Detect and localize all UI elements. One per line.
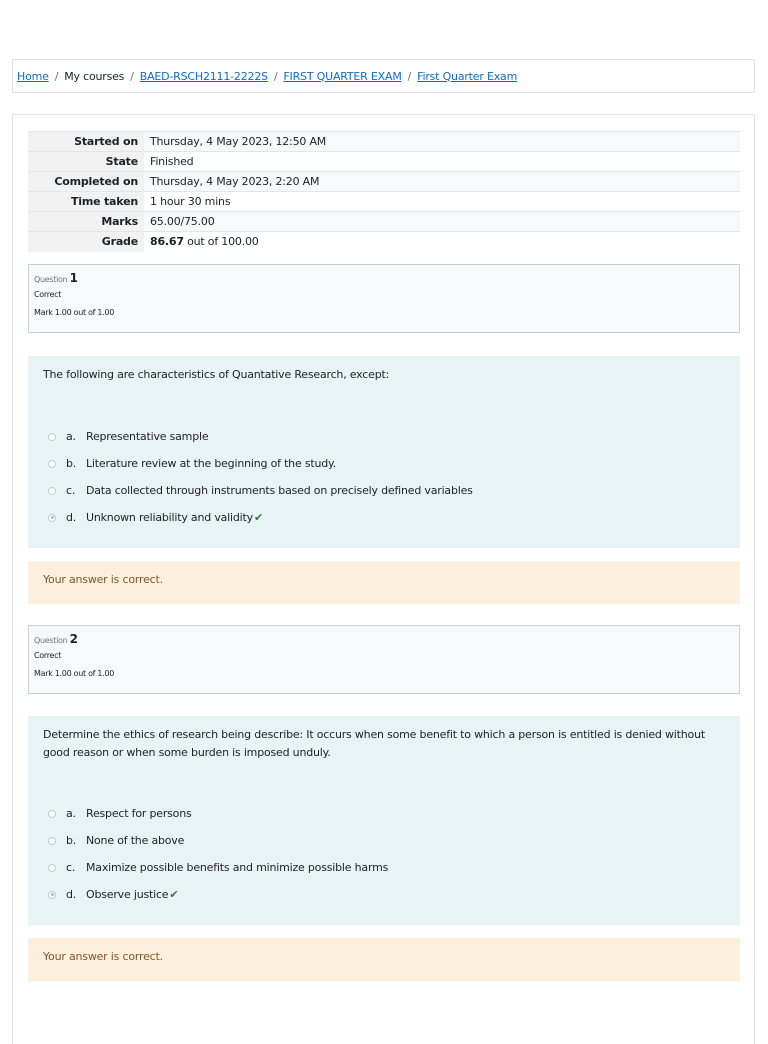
radio-button[interactable]	[48, 864, 56, 872]
breadcrumb-separator: /	[54, 69, 59, 83]
question-mark: Mark 1.00 out of 1.00	[34, 308, 115, 317]
answer-option-a[interactable]	[48, 800, 388, 827]
answer-text: Maximize possible benefits and minimize possible harms	[86, 861, 389, 874]
answer-option-a[interactable]	[48, 423, 473, 450]
check-icon: ✔	[253, 511, 263, 524]
question-label: Question	[34, 636, 68, 645]
breadcrumb-separator: /	[130, 69, 134, 83]
question-state: Correct	[34, 651, 62, 660]
breadcrumb-my-courses: My courses	[64, 69, 125, 83]
question-2-info	[28, 625, 740, 694]
summary-row-state	[28, 152, 740, 172]
answer-letter: d.	[66, 511, 77, 524]
summary-value: Thursday, 4 May 2023, 2:20 AM	[144, 172, 740, 192]
summary-row-time-taken	[28, 192, 740, 212]
summary-label: Started on	[28, 132, 144, 152]
answer-text: Unknown reliability and validity	[86, 511, 253, 524]
breadcrumb-home-link[interactable]: Home	[17, 69, 49, 83]
answer-text: Representative sample	[86, 430, 209, 443]
answer-option-c[interactable]	[48, 477, 473, 504]
radio-button[interactable]	[48, 433, 56, 441]
answer-text: Respect for persons	[86, 807, 192, 820]
question-2-formulation	[28, 716, 740, 925]
question-1-feedback	[28, 561, 740, 604]
question-text: Determine the ethics of research being describe: It occurs when some benefit to which a person is entitled is denied without good reason or when some burden is imposed unduly.	[43, 728, 705, 759]
answer-letter: c.	[66, 484, 76, 497]
check-icon: ✔	[169, 888, 179, 901]
answer-text: Literature review at the beginning of the study.	[86, 457, 337, 470]
answer-list	[48, 800, 388, 908]
summary-label: Marks	[28, 212, 144, 232]
breadcrumb	[12, 59, 755, 93]
answer-letter: b.	[66, 834, 77, 847]
grade-value: 86.67	[150, 235, 184, 249]
summary-value: Finished	[144, 152, 740, 172]
breadcrumb-separator: /	[407, 69, 412, 83]
question-1-info	[28, 264, 740, 333]
answer-option-c[interactable]	[48, 854, 388, 881]
summary-row-started	[28, 132, 740, 152]
question-text: The following are characteristics of Quantative Research, except:	[43, 368, 390, 381]
grade-out-of: out of 100.00	[187, 235, 259, 249]
summary-row-marks	[28, 212, 740, 232]
answer-option-d[interactable]	[48, 881, 388, 908]
summary-value: Thursday, 4 May 2023, 12:50 AM	[144, 132, 740, 152]
answer-letter: c.	[66, 861, 76, 874]
radio-button[interactable]	[48, 487, 56, 495]
breadcrumb-separator: /	[273, 69, 278, 83]
answer-option-b[interactable]	[48, 827, 388, 854]
feedback-text: Your answer is correct.	[43, 573, 163, 586]
question-2-feedback	[28, 938, 740, 981]
question-mark: Mark 1.00 out of 1.00	[34, 669, 115, 678]
radio-button-selected[interactable]	[48, 891, 56, 899]
answer-letter: d.	[66, 888, 77, 901]
answer-text: Observe justice	[86, 888, 169, 901]
summary-value: 1 hour 30 mins	[144, 192, 740, 212]
question-number: 1	[69, 271, 78, 285]
summary-label: Time taken	[28, 192, 144, 212]
feedback-text: Your answer is correct.	[43, 950, 163, 963]
summary-value: 65.00/75.00	[144, 212, 740, 232]
attempt-summary-table	[28, 131, 740, 252]
question-1-formulation	[28, 356, 740, 548]
summary-row-grade	[28, 232, 740, 252]
question-number: 2	[69, 632, 78, 646]
radio-button[interactable]	[48, 810, 56, 818]
summary-value	[144, 232, 740, 252]
summary-label: Completed on	[28, 172, 144, 192]
answer-letter: a.	[66, 807, 76, 820]
answer-list	[48, 423, 473, 531]
question-label: Question	[34, 275, 68, 284]
radio-button[interactable]	[48, 460, 56, 468]
summary-label: Grade	[28, 232, 144, 252]
radio-button[interactable]	[48, 837, 56, 845]
breadcrumb-course-link[interactable]: BAED-RSCH2111-2222S	[139, 69, 268, 83]
answer-text: None of the above	[86, 834, 185, 847]
summary-label: State	[28, 152, 144, 172]
breadcrumb-quiz-link[interactable]: First Quarter Exam	[417, 69, 518, 83]
answer-option-b[interactable]	[48, 450, 473, 477]
answer-option-d[interactable]	[48, 504, 473, 531]
question-state: Correct	[34, 290, 62, 299]
summary-row-completed	[28, 172, 740, 192]
answer-text: Data collected through instruments based on precisely defined variables	[86, 484, 473, 497]
answer-letter: b.	[66, 457, 77, 470]
answer-letter: a.	[66, 430, 76, 443]
breadcrumb-section-link[interactable]: FIRST QUARTER EXAM	[283, 69, 402, 83]
radio-button-selected[interactable]	[48, 514, 56, 522]
